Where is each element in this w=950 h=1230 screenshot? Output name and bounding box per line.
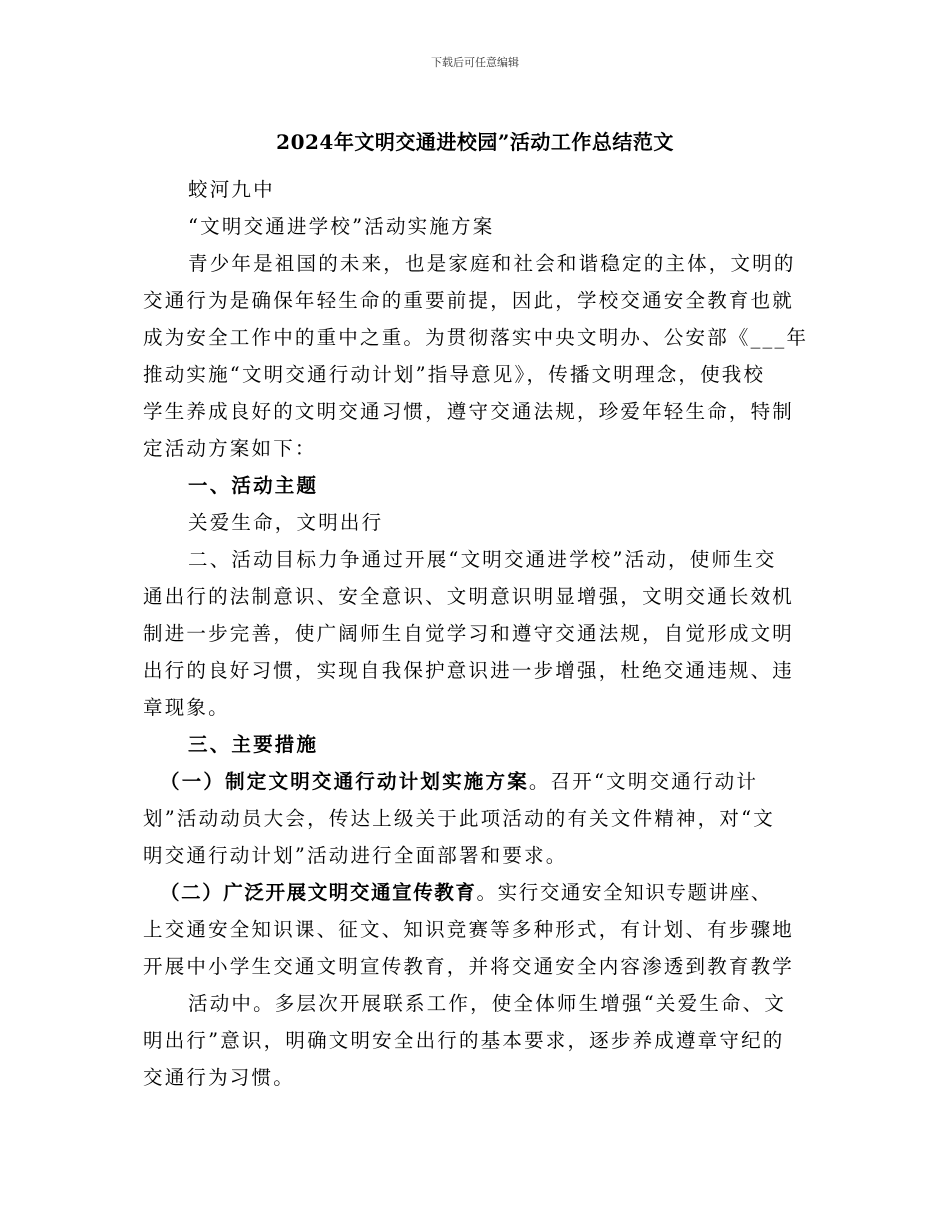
paragraph-line: 活动中。多层次开展联系工作，使全体师生增强“关爱生命、文 — [188, 992, 787, 1015]
paragraph-line: 明出行”意识，明确文明安全出行的基本要求，逐步养成遵章守纪的 — [143, 1029, 785, 1052]
paragraph-line: 开展中小学生交通文明宣传教育，并将交通安全内容渗透到教育教学 — [143, 955, 795, 978]
paragraph-line: 章现象。 — [143, 696, 230, 719]
paragraph-line: 上交通安全知识课、征文、知识竞赛等多种形式，有计划、有步骤地 — [143, 918, 795, 941]
plan-title: “文明交通进学校”活动实施方案 — [188, 215, 495, 238]
paragraph-line: 交通行为是确保年轻生命的重要前提，因此，学校交通安全教育也就 — [143, 289, 795, 312]
paragraph-line: 出行的良好习惯，实现自我保护意识进一步增强，杜绝交通违规、违 — [143, 659, 795, 682]
section-heading: 三、主要措施 — [188, 733, 319, 756]
paragraph-line: 二、活动目标力争通过开展“文明交通进学校”活动，使师生交 — [188, 548, 777, 571]
measure-line — [160, 877, 772, 905]
paragraph-line: 成为安全工作中的重中之重。为贯彻落实中央文明办、公安部《___年 — [143, 326, 809, 349]
measure-line — [160, 766, 758, 794]
paragraph-line: 青少年是祖国的未来，也是家庭和社会和谐稳定的主体，文明的 — [188, 252, 796, 275]
section-heading: 一、活动主题 — [188, 474, 319, 497]
paragraph-line: 划”活动动员大会，传达上级关于此项活动的有关文件精神，对“文 — [143, 807, 775, 830]
header-note: 下载后可任意编辑 — [431, 56, 519, 69]
paragraph-line: 关爱生命，文明出行 — [188, 511, 384, 534]
paragraph-line: 交通行为习惯。 — [143, 1066, 295, 1089]
paragraph-line: 推动实施“文明交通行动计划”指导意见》，传播文明理念，使我校 — [143, 363, 766, 386]
school-name: 蛟河九中 — [188, 178, 275, 201]
measure-text: 。召开“文明交通行动计 — [528, 770, 759, 793]
measure-text: 。实行交通安全知识专题讲座、 — [476, 881, 772, 904]
paragraph-line: 通出行的法制意识、安全意识、文明意识明显增强，文明交通长效机 — [143, 585, 795, 608]
paragraph-line: 明交通行动计划”活动进行全面部署和要求。 — [143, 844, 568, 867]
measure-heading: （二）广泛开展文明交通宣传教育 — [160, 881, 477, 904]
measure-heading: （一）制定文明交通行动计划实施方案 — [160, 770, 529, 793]
document-title: 2024年文明交通进校园”活动工作总结范文 — [276, 130, 674, 154]
paragraph-line: 制进一步完善，使广阔师生自觉学习和遵守交通法规，自觉形成文明 — [143, 622, 795, 645]
paragraph-line: 学生养成良好的文明交通习惯，遵守交通法规，珍爱年轻生命，特制 — [143, 400, 795, 423]
paragraph-line: 定活动方案如下： — [143, 437, 317, 460]
